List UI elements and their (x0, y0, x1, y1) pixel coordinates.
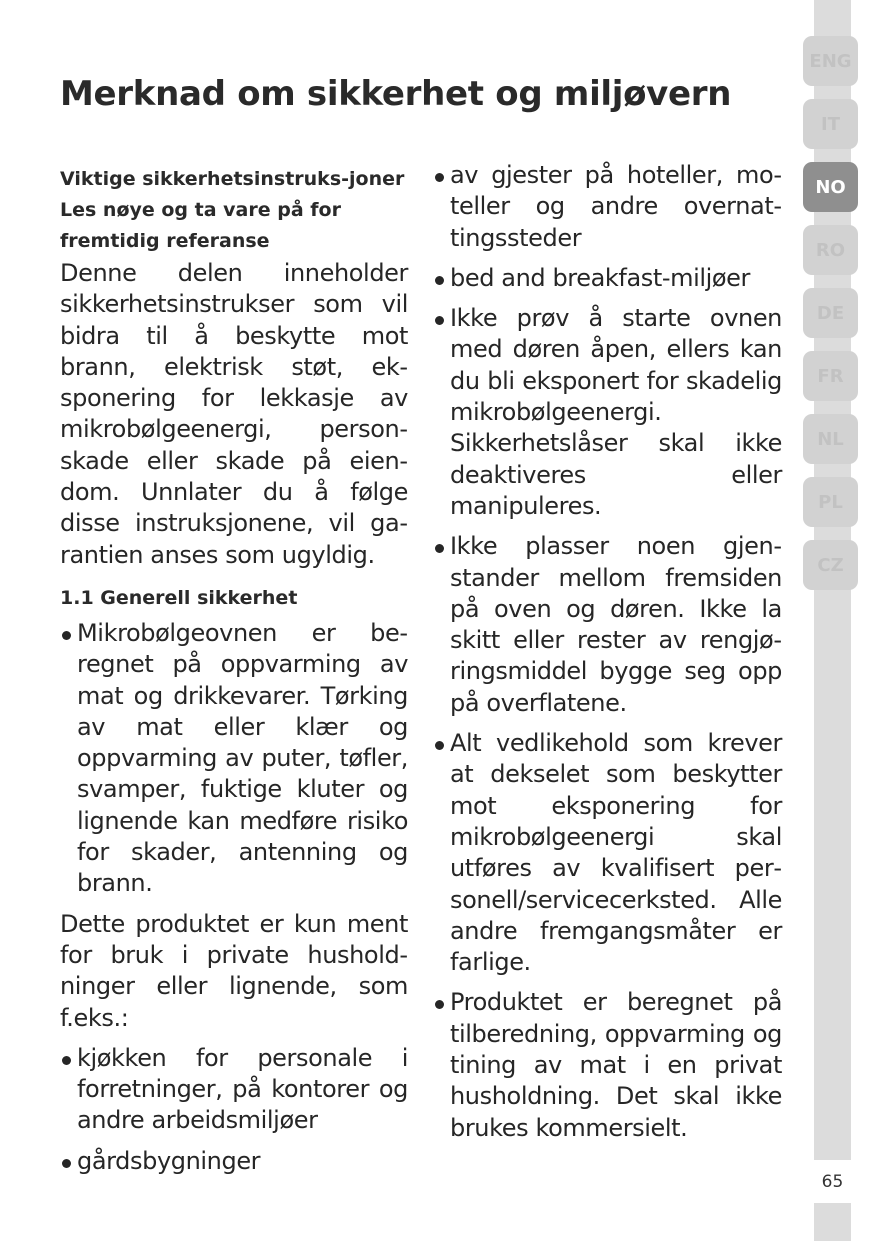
list-item: Alt vedlikehold som krever at dekselet som beskytter mot eksponering for mikrobølgeenergi skal utføres av kvalifisert personell/servicecerksted. Alle andre fremgangsmåter er farlige. (433, 728, 782, 978)
list-item: bed and breakfast-miljøer (433, 263, 782, 294)
list-item: Mikrobølgeovnen er beregnet på oppvarming av mat og drikkevarer. Tørking av mat eller klær og oppvarming av puter, tøfler, svamper, fuktige kluter og lignende kan medføre risiko for skader, antenning og brann. (60, 618, 408, 900)
lang-tab-eng[interactable]: ENG (803, 36, 858, 86)
lang-tab-pl[interactable]: PL (803, 477, 858, 527)
lang-tab-it[interactable]: IT (803, 99, 858, 149)
lang-tab-no[interactable]: NO (803, 162, 858, 212)
lang-tab-fr[interactable]: FR (803, 351, 858, 401)
safety-list-right (433, 160, 782, 1144)
list-item: gårdsbygninger (60, 1146, 408, 1177)
right-column (433, 160, 782, 1153)
list-item: kjøkken for personale i forretninger, på kontorer og andre arbeidsmiljøer (60, 1043, 408, 1137)
household-paragraph: Dette produktet er kun ment for bruk i private husholdninger eller lignende, som f.eks.: (60, 909, 408, 1032)
intro-paragraph: Denne delen inneholder sikkerhetsinstrukser som vil bidra til å beskytte mot brann, elektrisk støt, eksponering for lekkasje av mikrobølgeenergi, personskade eller skade på eiendom. Unnlater du å følge disse instruksjonene, vil garantien anses som ugyldig. (60, 259, 408, 569)
intro-heading: Viktige sikkerhetsinstruks-joner Les nøye og ta vare på for fremtidig referanse (60, 168, 405, 252)
language-sidebar (809, 0, 852, 1241)
examples-list-left (60, 1043, 408, 1177)
lang-tab-de[interactable]: DE (803, 288, 858, 338)
section-heading: 1.1 Generell sikkerhet (60, 586, 298, 609)
lang-tab-nl[interactable]: NL (803, 414, 858, 464)
list-item: av gjester på hoteller, moteller og andre overnattingssteder (433, 160, 782, 254)
list-item: Produktet er beregnet på tilberedning, oppvarming og tining av mat i en privat husholdning. Det skal ikke brukes kommersielt. (433, 987, 782, 1143)
left-column (60, 160, 408, 1186)
list-item: Ikke plasser noen gjenstander mellom fremsiden på oven og døren. Ikke la skitt eller rester av rengjøringsmiddel bygge seg opp på overflatene. (433, 531, 782, 719)
lang-tab-cz[interactable]: CZ (803, 540, 858, 590)
lang-tab-ro[interactable]: RO (803, 225, 858, 275)
general-safety-list (60, 618, 408, 900)
page-number: 65 (814, 1160, 851, 1203)
page-title: Merknad om sikkerhet og miljøvern (60, 74, 732, 114)
list-item: Ikke prøv å starte ovnen med døren åpen, ellers kan du bli eksponert for skadelig mikrobølgeenergi. Sikkerhetslåser skal ikke deaktiveres eller manipuleres. (433, 303, 782, 522)
